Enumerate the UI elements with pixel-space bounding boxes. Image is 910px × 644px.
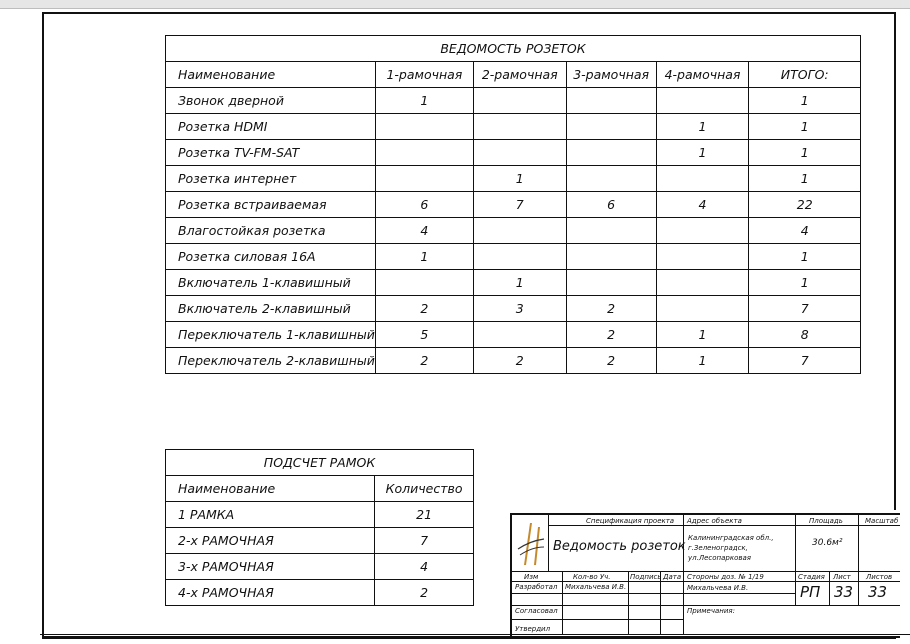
column-header: Количество	[375, 476, 474, 502]
table-row	[166, 140, 861, 166]
value-cell	[566, 140, 656, 166]
value-cell	[656, 270, 749, 296]
value-cell: 5	[375, 322, 473, 348]
value-cell: 2	[375, 296, 473, 322]
table-row	[166, 502, 474, 528]
column-header: 4-рамочная	[656, 62, 749, 88]
table-row	[166, 348, 861, 374]
value-cell	[566, 270, 656, 296]
row-name-cell: 3-х РАМОЧНАЯ	[166, 554, 375, 580]
table-header-row	[166, 62, 861, 88]
table-row	[166, 528, 474, 554]
sides-label: Стороны доз. № 1/19	[687, 573, 764, 581]
row-name-cell: 2-х РАМОЧНАЯ	[166, 528, 375, 554]
value-cell: 1	[656, 114, 749, 140]
area-label: Площадь	[809, 517, 843, 525]
value-cell	[473, 88, 566, 114]
value-cell: 1	[375, 244, 473, 270]
value-cell: 4	[749, 218, 861, 244]
table-row	[166, 322, 861, 348]
value-cell: 2	[473, 348, 566, 374]
row-name-cell: Переключатель 1-клавишный	[166, 322, 376, 348]
value-cell	[473, 140, 566, 166]
value-cell: 7	[749, 348, 861, 374]
value-cell: 2	[375, 580, 474, 606]
sheet-label: Лист	[833, 573, 851, 581]
value-cell: 2	[375, 348, 473, 374]
column-header: 3-рамочная	[566, 62, 656, 88]
address-line-3: ул.Лесопарковая	[688, 554, 751, 562]
value-cell: 1	[656, 140, 749, 166]
value-cell: 1	[473, 166, 566, 192]
checked-label: Утвердил	[515, 625, 551, 633]
stage-value: РП	[800, 583, 821, 601]
value-cell: 6	[375, 192, 473, 218]
table-row	[166, 218, 861, 244]
col-kol-label: Кол-во Уч.	[573, 573, 611, 581]
table-row	[166, 580, 474, 606]
table-title-row	[166, 36, 861, 62]
address-line-1: Калининградская обл.,	[688, 534, 774, 542]
value-cell: 1	[375, 88, 473, 114]
table-row	[166, 296, 861, 322]
developed-label: Разработал	[515, 583, 558, 591]
sheet-value: 33	[834, 583, 854, 601]
value-cell: 1	[749, 114, 861, 140]
table-row	[166, 244, 861, 270]
value-cell	[375, 140, 473, 166]
table-row	[166, 270, 861, 296]
value-cell: 2	[566, 348, 656, 374]
developer-name: Михальчева И.В.	[565, 583, 627, 591]
title-block	[510, 513, 900, 638]
value-cell: 7	[749, 296, 861, 322]
value-cell: 6	[566, 192, 656, 218]
column-header: Наименование	[166, 62, 376, 88]
row-name-cell: Включатель 1-клавишный	[166, 270, 376, 296]
company-logo-icon	[514, 517, 548, 569]
spec-label: Спецификация проекта	[586, 517, 675, 525]
value-cell	[656, 218, 749, 244]
value-cell	[566, 114, 656, 140]
value-cell	[656, 244, 749, 270]
table-header-row	[166, 476, 474, 502]
value-cell	[656, 296, 749, 322]
sockets-schedule-table	[165, 35, 861, 374]
value-cell: 22	[749, 192, 861, 218]
notes-label: Примечания:	[687, 607, 735, 615]
approved-label: Согласовал	[515, 607, 558, 615]
frames-count-table	[165, 449, 474, 606]
value-cell: 1	[656, 348, 749, 374]
value-cell	[473, 218, 566, 244]
area-value: 30.6м²	[812, 538, 843, 548]
table-row	[166, 166, 861, 192]
row-name-cell: Розетка TV-FM-SAT	[166, 140, 376, 166]
row-name-cell: Розетка встраиваемая	[166, 192, 376, 218]
value-cell: 7	[375, 528, 474, 554]
row-name-cell: Розетка интернет	[166, 166, 376, 192]
value-cell: 1	[749, 140, 861, 166]
col-podp-label: Подпись	[630, 573, 662, 581]
column-header: 1-рамочная	[375, 62, 473, 88]
value-cell	[566, 244, 656, 270]
col-izm-label: Изм	[524, 573, 539, 581]
value-cell: 1	[749, 166, 861, 192]
viewer-top-bar	[0, 0, 910, 9]
value-cell	[375, 114, 473, 140]
sheets-label: Листов	[866, 573, 893, 581]
column-header: ИТОГО:	[749, 62, 861, 88]
scale-label: Масштаб	[865, 517, 899, 525]
stage-label: Стадия	[798, 573, 825, 581]
value-cell	[656, 88, 749, 114]
value-cell: 21	[375, 502, 474, 528]
frames-table-title: ПОДСЧЕТ РАМОК	[166, 450, 474, 476]
row-name-cell: Звонок дверной	[166, 88, 376, 114]
col-data-label: Дата	[663, 573, 682, 581]
table-row	[166, 114, 861, 140]
value-cell: 3	[473, 296, 566, 322]
value-cell: 1	[473, 270, 566, 296]
value-cell	[473, 114, 566, 140]
row-name-cell: Влагостойкая розетка	[166, 218, 376, 244]
table-row	[166, 554, 474, 580]
sheets-value: 33	[868, 583, 888, 601]
value-cell: 1	[656, 322, 749, 348]
column-header: 2-рамочная	[473, 62, 566, 88]
drawing-frame-right-edge	[894, 12, 896, 510]
value-cell	[375, 166, 473, 192]
value-cell	[473, 244, 566, 270]
value-cell	[656, 166, 749, 192]
address-label: Адрес объекта	[687, 517, 742, 525]
value-cell: 2	[566, 296, 656, 322]
table-row	[166, 192, 861, 218]
row-name-cell: Переключатель 2-клавишный	[166, 348, 376, 374]
value-cell	[566, 88, 656, 114]
value-cell: 4	[375, 554, 474, 580]
value-cell: 2	[566, 322, 656, 348]
value-cell: 1	[749, 244, 861, 270]
table-title-row	[166, 450, 474, 476]
value-cell: 4	[375, 218, 473, 244]
value-cell	[566, 166, 656, 192]
value-cell	[566, 218, 656, 244]
value-cell	[473, 322, 566, 348]
column-header: Наименование	[166, 476, 375, 502]
value-cell: 7	[473, 192, 566, 218]
value-cell: 1	[749, 270, 861, 296]
row-name-cell: Розетка силовая 16А	[166, 244, 376, 270]
row-name-cell: Розетка HDMI	[166, 114, 376, 140]
row-name-cell: 1 РАМКА	[166, 502, 375, 528]
document-name: Ведомость розеток	[553, 539, 686, 554]
value-cell: 4	[656, 192, 749, 218]
value-cell: 8	[749, 322, 861, 348]
table-row	[166, 88, 861, 114]
address-line-2: г.Зеленоградск,	[688, 544, 748, 552]
value-cell: 1	[749, 88, 861, 114]
value-cell	[375, 270, 473, 296]
row-name-cell: Включатель 2-клавишный	[166, 296, 376, 322]
developer-name-2: Михальчева И.В.	[687, 584, 749, 592]
sockets-table-title: ВЕДОМОСТЬ РОЗЕТОК	[166, 36, 861, 62]
row-name-cell: 4-х РАМОЧНАЯ	[166, 580, 375, 606]
